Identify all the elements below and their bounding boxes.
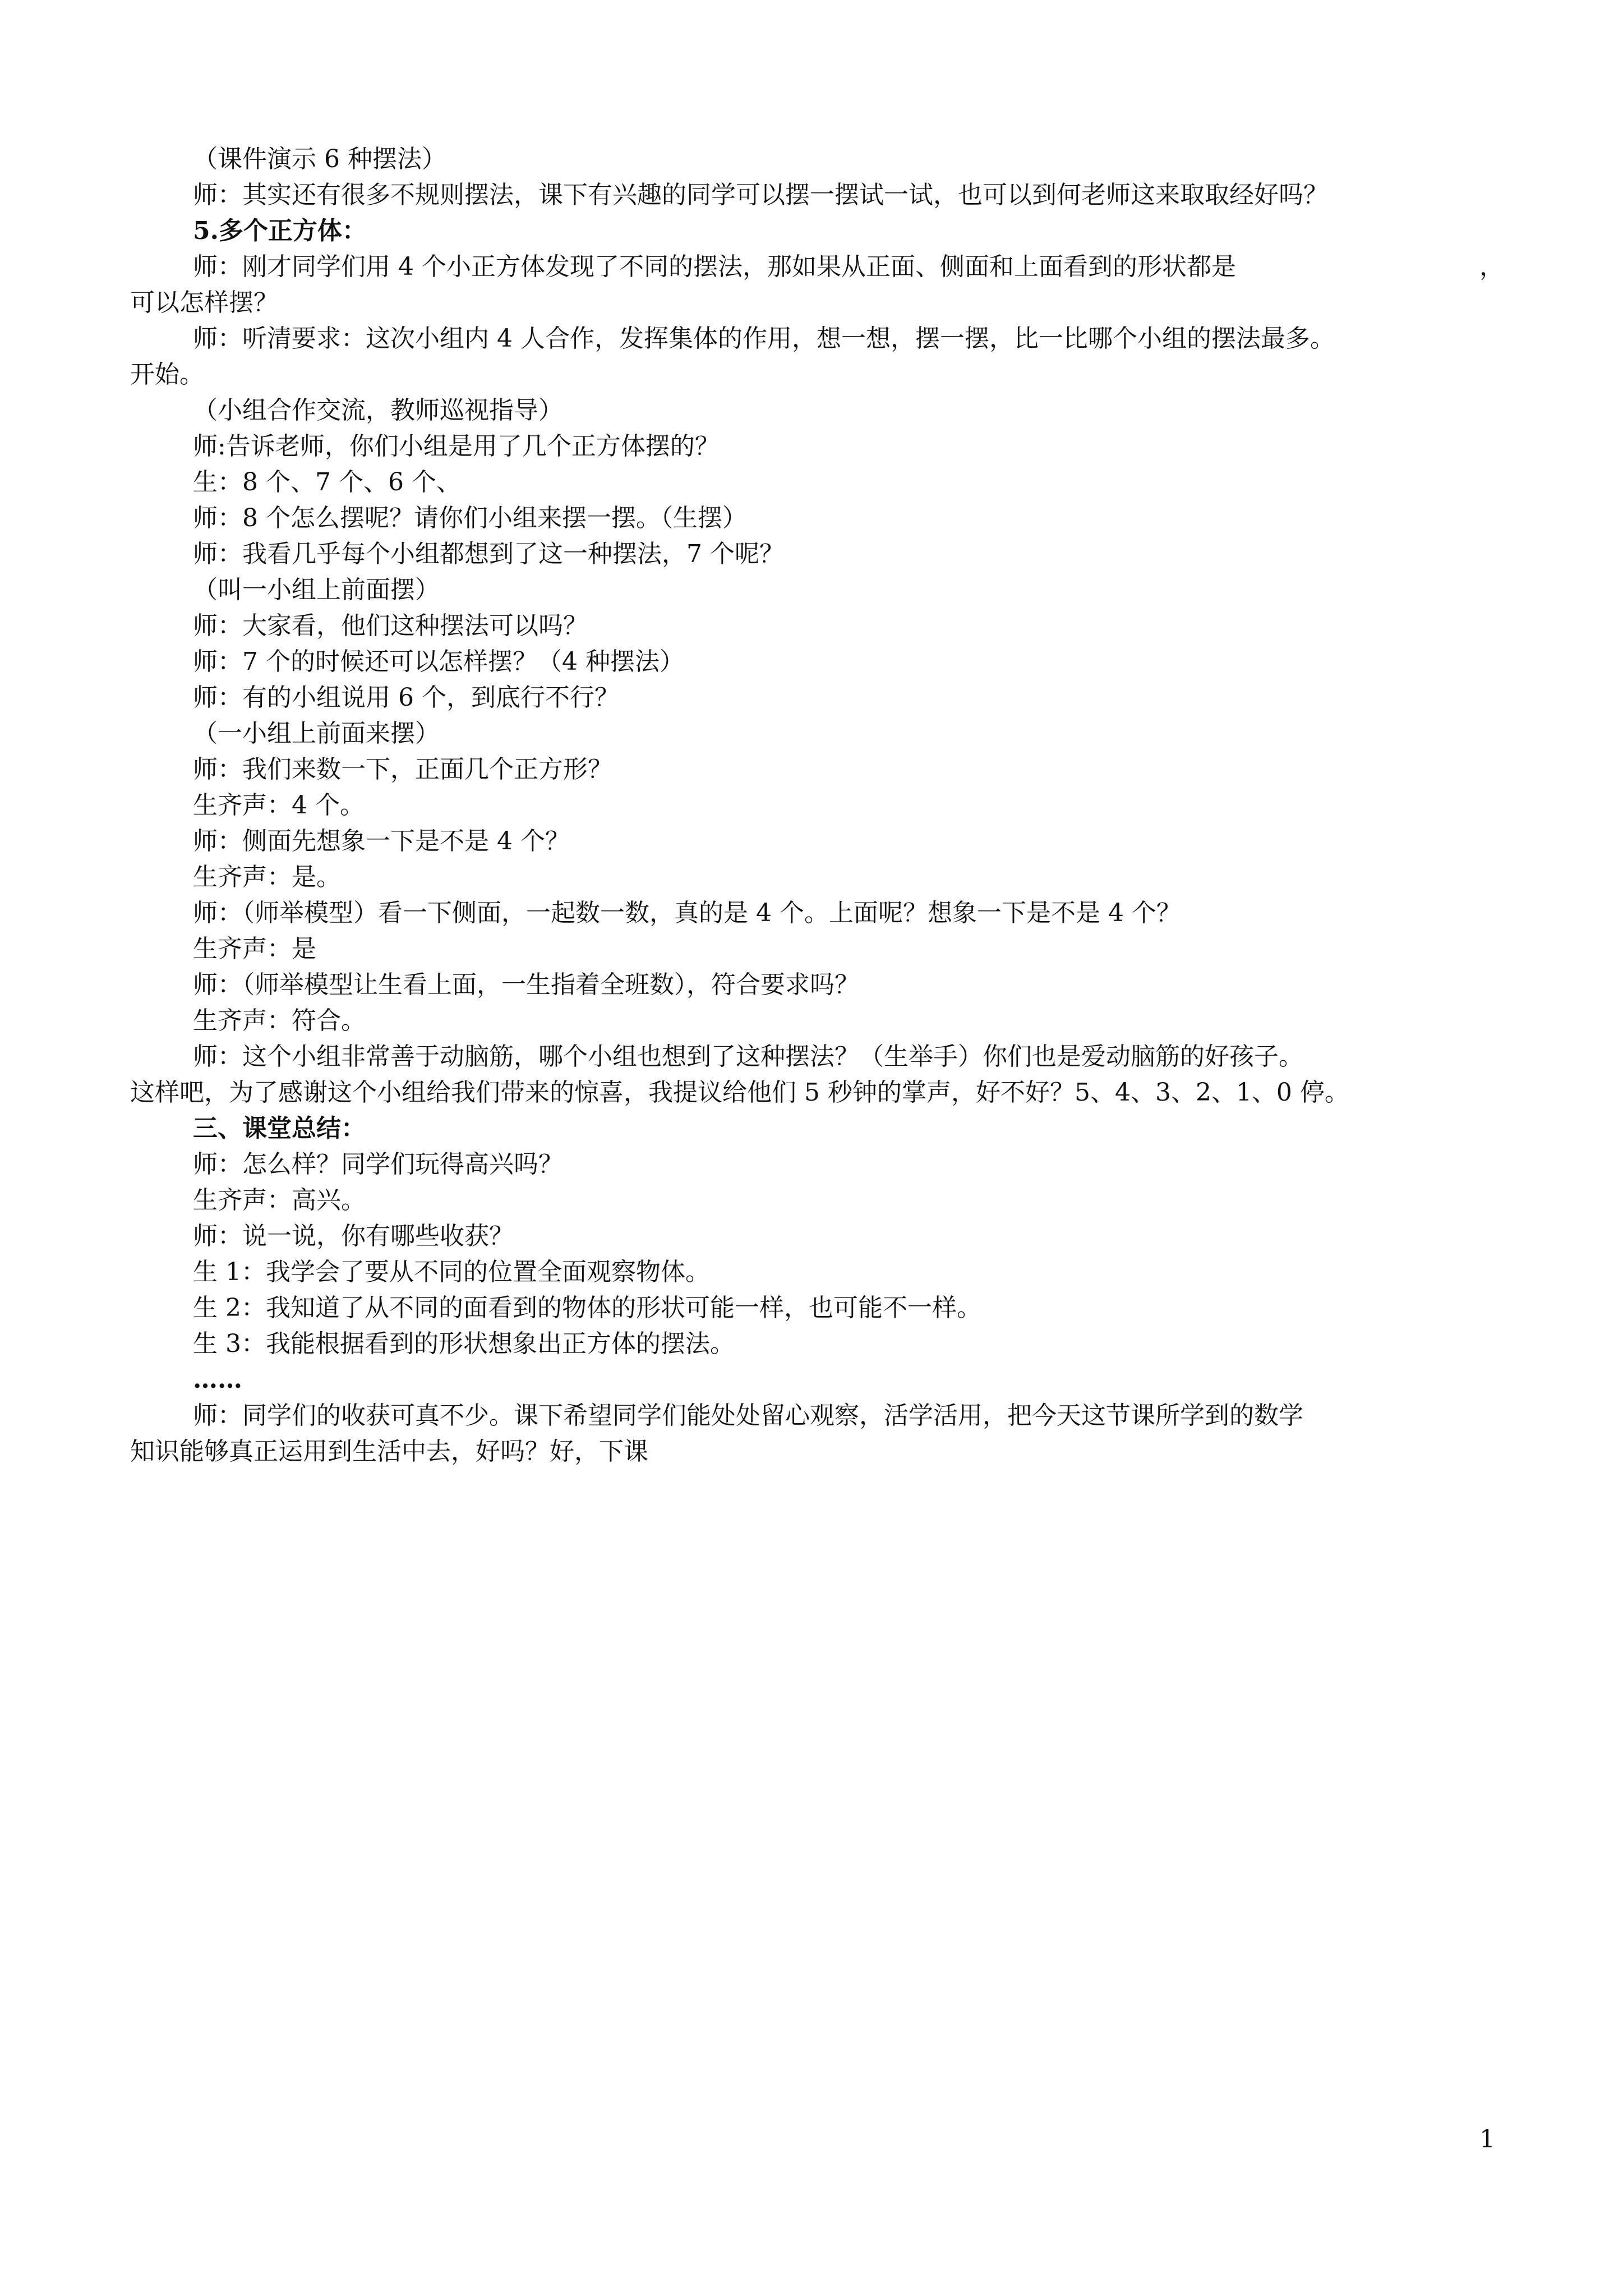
paragraph-line: 师：大家看，他们这种摆法可以吗？ — [193, 611, 588, 640]
paragraph-line: 知识能够真正运用到生活中去，好吗？好，下课 — [130, 1437, 648, 1466]
paragraph-line: 师：同学们的收获可真不少。课下希望同学们能处处留心观察，活学活用，把今天这节课所学到的数学 — [193, 1401, 1303, 1430]
paragraph-line: 师：8 个怎么摆呢？请你们小组来摆一摆。（生摆） — [193, 504, 747, 532]
paragraph-line: 生齐声：4 个。 — [193, 791, 365, 820]
paragraph-line: 师：（师举模型让生看上面，一生指着全班数），符合要求吗？ — [193, 970, 859, 999]
paragraph-line: 这样吧，为了感谢这个小组给我们带来的惊喜，我提议给他们 5 秒钟的掌声，好不好？5、4、3、2、1、0 停。 — [130, 1078, 1349, 1107]
trailing-punctuation: ， — [1479, 252, 1504, 281]
paragraph-line-with-gap — [130, 249, 1504, 285]
paragraph-line: 师：刚才同学们用 4 个小正方体发现了不同的摆法，那如果从正面、侧面和上面看到的形状都是 — [193, 252, 1236, 281]
paragraph-line: 师：（师举模型）看一下侧面，一起数一数，真的是 4 个。上面呢？想象一下是不是 4 个？ — [193, 899, 1181, 927]
paragraph-line: 生齐声：是。 — [193, 863, 341, 891]
paragraph-line: （一小组上前面来摆） — [193, 719, 440, 748]
paragraph-line: 师：怎么样？同学们玩得高兴吗？ — [193, 1150, 563, 1179]
ellipsis-line: …… — [193, 1365, 242, 1394]
paragraph-line: 可以怎样摆？ — [130, 288, 278, 317]
paragraph-line: 师：这个小组非常善于动脑筋，哪个小组也想到了这种摆法？（生举手）你们也是爱动脑筋的好孩子。 — [193, 1042, 1303, 1071]
paragraph-line: 师：听清要求：这次小组内 4 人合作，发挥集体的作用，想一想，摆一摆，比一比哪个小组的摆法最多。 — [193, 324, 1335, 353]
document-body — [130, 141, 1504, 1470]
paragraph-line: 生齐声：是 — [193, 935, 316, 963]
section-heading: 三、课堂总结： — [193, 1114, 366, 1143]
paragraph-line: 师：有的小组说用 6 个，到底行不行？ — [193, 683, 619, 712]
paragraph-line: 生齐声：符合。 — [193, 1006, 366, 1035]
paragraph-line: 师：说一说，你有哪些收获？ — [193, 1222, 514, 1250]
paragraph-line: （小组合作交流，教师巡视指导） — [193, 396, 563, 425]
paragraph-line: 生 2：我知道了从不同的面看到的物体的形状可能一样，也可能不一样。 — [193, 1294, 981, 1322]
paragraph-line: 师：7 个的时候还可以怎样摆？（4 种摆法） — [193, 647, 684, 676]
paragraph-line: 师：我们来数一下，正面几个正方形？ — [193, 755, 612, 784]
paragraph-line: 师：其实还有很多不规则摆法，课下有兴趣的同学可以摆一摆试一试，也可以到何老师这来取取经好吗？ — [193, 181, 1328, 209]
paragraph-line: （课件演示 6 种摆法） — [193, 145, 446, 173]
section-heading: 5.多个正方体： — [193, 217, 367, 245]
page-number: 1 — [1479, 2125, 1495, 2154]
paragraph-line: 生 1：我学会了要从不同的位置全面观察物体。 — [193, 1258, 710, 1286]
paragraph-line: 开始。 — [130, 360, 204, 389]
paragraph-line: 师：侧面先想象一下是不是 4 个？ — [193, 827, 570, 855]
paragraph-line: （叫一小组上前面摆） — [193, 576, 440, 604]
paragraph-line: 师：我看几乎每个小组都想到了这一种摆法，7 个呢？ — [193, 540, 784, 568]
paragraph-line: 生：8 个、7 个、6 个、 — [193, 468, 461, 496]
paragraph-line: 师:告诉老师，你们小组是用了几个正方体摆的？ — [193, 432, 720, 461]
paragraph-line: 生 3：我能根据看到的形状想象出正方体的摆法。 — [193, 1329, 735, 1358]
paragraph-line: 生齐声：高兴。 — [193, 1186, 366, 1214]
